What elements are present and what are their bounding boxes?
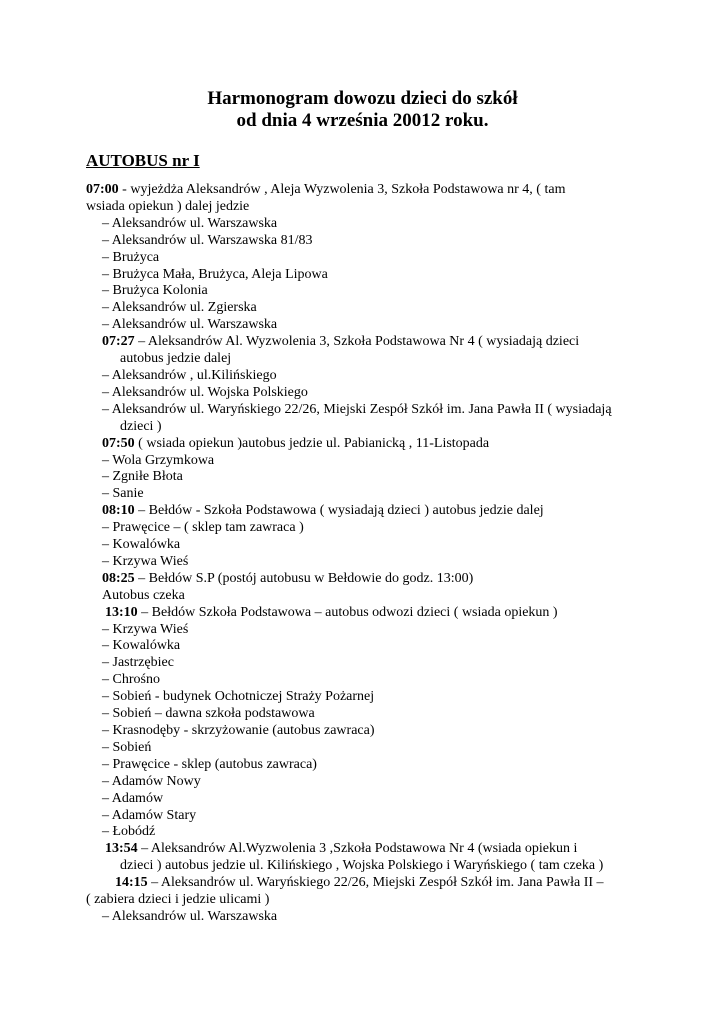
time-label: 13:10 — [105, 604, 138, 620]
stop-item: – Sobień - budynek Ochotniczej Straży Pożarnej — [102, 689, 375, 705]
time-label: 07:27 — [102, 334, 135, 350]
stop-item: – Aleksandrów ul. Waryńskiego 22/26, Miejski Zespół Szkół im. Jana Pawła II ( wysiadają — [102, 401, 612, 417]
intro-text: - wyjeżdża Aleksandrów , Aleja Wyzwolenia 3, Szkoła Podstawowa nr 4, ( tam — [118, 182, 566, 197]
document-subtitle: od dnia 4 września 20012 roku. — [236, 110, 489, 131]
stop-item: – Adamów Nowy — [102, 773, 201, 789]
stop-item: – Krasnodęby - skrzyżowanie (autobus zawraca) — [102, 723, 375, 738]
schedule-intro-line — [86, 182, 639, 199]
time-label: 08:25 — [102, 570, 135, 586]
time-label: 07:00 — [86, 182, 119, 197]
stop-item: – Aleksandrów , ul.Kilińskiego — [102, 367, 277, 383]
stop-item: – Chrośno — [102, 672, 160, 688]
timed-stop-continuation: autobus jedzie dalej — [120, 351, 232, 367]
timed-stop: 07:27 – Aleksandrów Al. Wyzwolenia 3, Szkoła Podstawowa Nr 4 ( wysiadają dzieci — [102, 334, 580, 350]
timed-stop: 08:25 – Bełdów S.P (postój autobusu w Bełdowie do godz. 13:00) — [102, 570, 474, 586]
document-title: Harmonogram dowozu dzieci do szkół — [207, 88, 518, 109]
timed-stop: 08:10 – Bełdów - Szkoła Podstawowa ( wysiadają dzieci ) autobus jedzie dalej — [102, 503, 544, 519]
stop-item: – Sobień — [102, 739, 152, 755]
stop-item: – Kowalówka — [102, 537, 181, 553]
timed-stop: 13:10 – Bełdów Szkoła Podstawowa – autobus odwozi dzieci ( wsiada opiekun ) — [105, 604, 558, 620]
stop-item: – Aleksandrów ul. Warszawska 81/83 — [102, 232, 313, 248]
stop-item: – Aleksandrów ul. Warszawska — [102, 908, 278, 924]
stop-item: – Krzywa Wieś — [102, 621, 189, 637]
stop-item: – Aleksandrów ul. Warszawska — [102, 215, 278, 231]
section-heading: AUTOBUS nr I — [86, 151, 200, 170]
stop-item: – Adamów — [102, 790, 164, 806]
wait-note: Autobus czeka — [102, 587, 185, 603]
time-label: 08:10 — [102, 503, 135, 519]
timed-stop-continuation: dzieci ) autobus jedzie ul. Kilińskiego , Wojska Polskiego i Waryńskiego ( tam czeka ) — [120, 858, 604, 874]
stop-item: – Prawęcice - sklep (autobus zawraca) — [102, 756, 317, 772]
time-label: 13:54 — [105, 841, 138, 857]
stop-item: – Aleksandrów ul. Wojska Polskiego — [102, 384, 308, 400]
stop-item: – Aleksandrów ul. Warszawska — [102, 317, 278, 333]
timed-stop-continuation: ( zabiera dzieci i jedzie ulicami ) — [86, 892, 270, 908]
stop-item: – Zgniłe Błota — [102, 469, 183, 485]
stop-item: – Sobień – dawna szkoła podstawowa — [102, 706, 315, 722]
intro-continuation: wsiada opiekun ) dalej jedzie — [86, 198, 250, 214]
stop-item: – Brużyca — [102, 249, 160, 265]
stop-item: – Kowalówka — [102, 638, 181, 654]
timed-stop: 13:54 – Aleksandrów Al.Wyzwolenia 3 ,Szkoła Podstawowa Nr 4 (wsiada opiekun i — [105, 841, 578, 857]
time-label: 14:15 — [115, 875, 148, 891]
stop-item: – Łobódź — [102, 824, 156, 840]
stop-item: – Sanie — [102, 486, 144, 502]
timed-stop: 07:50 ( wsiada opiekun )autobus jedzie ul. Pabianicką , 11-Listopada — [102, 435, 490, 451]
stop-item: – Brużyca Mała, Brużyca, Aleja Lipowa — [102, 266, 328, 282]
stop-item: – Aleksandrów ul. Zgierska — [102, 300, 257, 316]
timed-stop: 14:15 – Aleksandrów ul. Waryńskiego 22/26, Miejski Zespół Szkół im. Jana Pawła II – — [115, 875, 604, 891]
stop-item: – Wola Grzymkowa — [102, 452, 215, 468]
stop-item: – Brużyca Kolonia — [102, 283, 208, 299]
stop-item: – Adamów Stary — [102, 807, 197, 823]
stop-item: – Jastrzębiec — [102, 655, 174, 671]
stop-item-continuation: dzieci ) — [120, 418, 162, 434]
stop-item: – Prawęcice – ( sklep tam zawraca ) — [102, 520, 304, 536]
stop-item: – Krzywa Wieś — [102, 553, 189, 569]
time-label: 07:50 — [102, 435, 135, 451]
schedule-body — [86, 182, 639, 926]
